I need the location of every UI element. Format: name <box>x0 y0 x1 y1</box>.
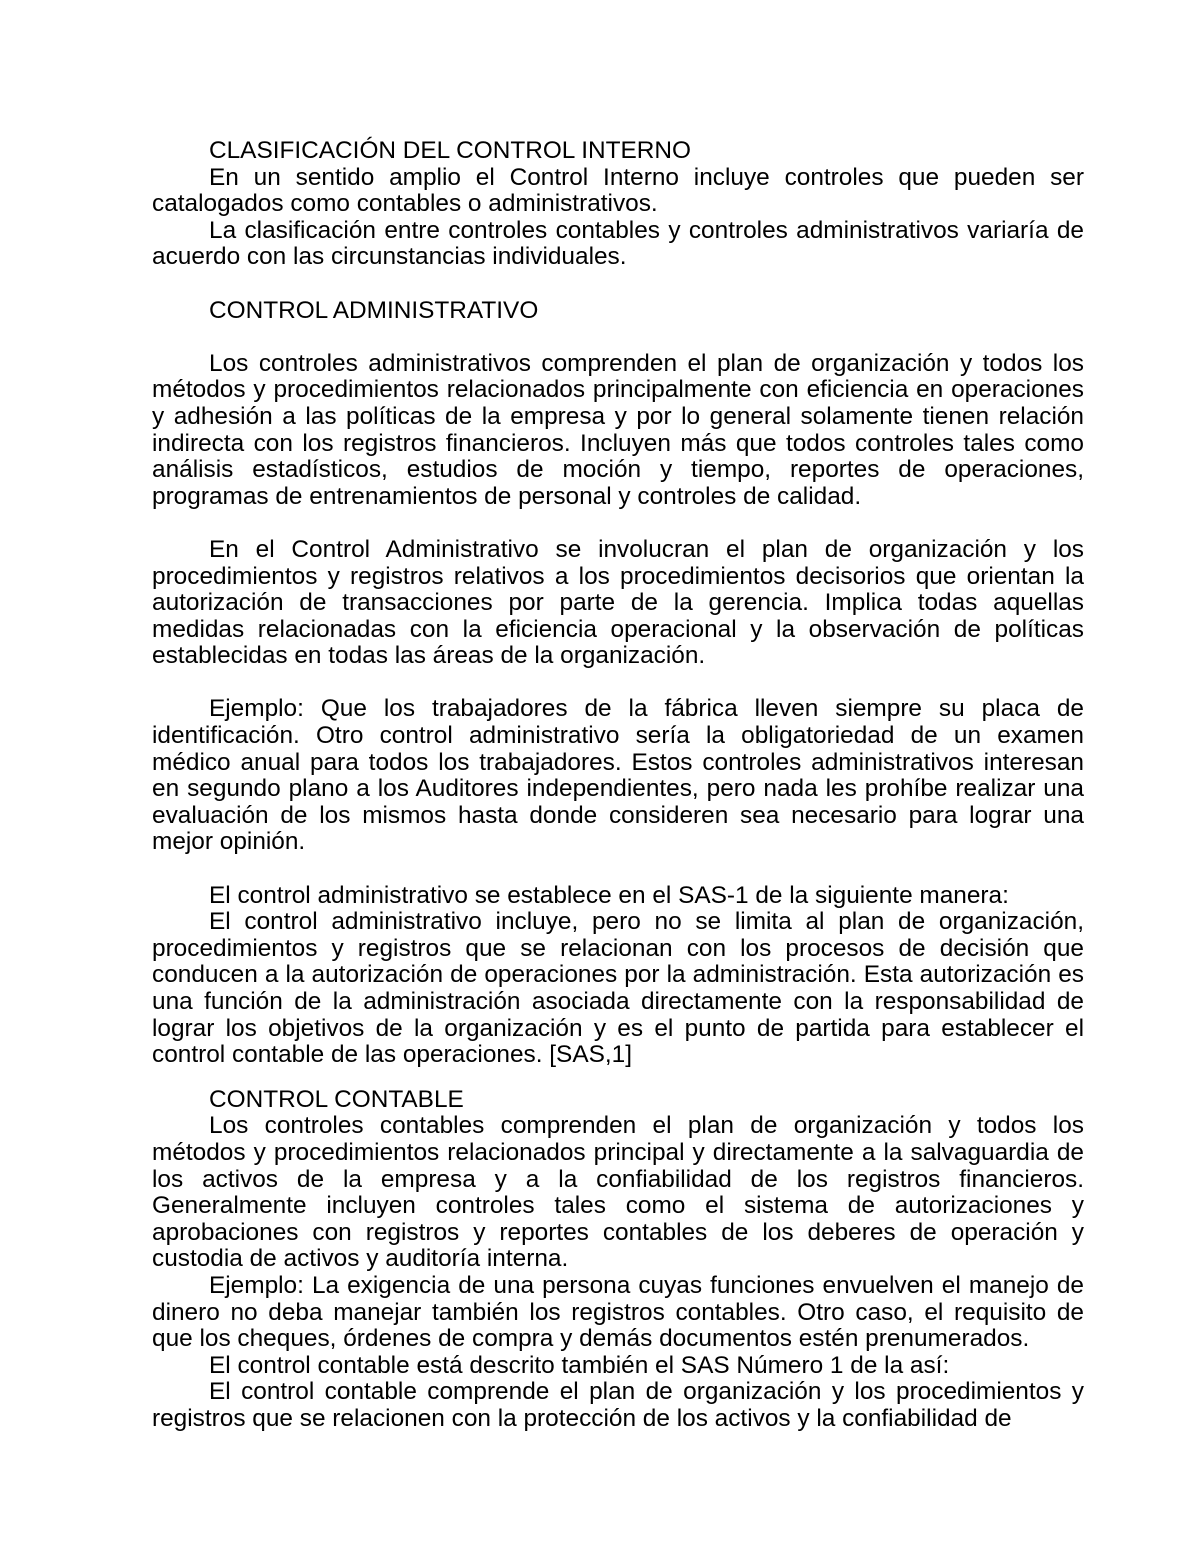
heading-control-contable: CONTROL CONTABLE <box>209 1085 464 1113</box>
paragraph-admin-2: En el Control Administrativo se involucran el plan de organización y los procedimientos y registros relativos a los procedimientos decisorios que orientan la autorización de transacciones por parte de la gerencia. Implica todas aquellas medidas relacionadas con la eficiencia operacional y la observación de políticas establecidas en todas las áreas de la organización. <box>152 535 1084 670</box>
heading-clasificacion: CLASIFICACIÓN DEL CONTROL INTERNO <box>209 137 692 164</box>
paragraph-contable-example: Ejemplo: La exigencia de una persona cuyas funciones envuelven el manejo de dinero no deba manejar también los registros contables. Otro caso, el requisito de que los cheques, órdenes de compra y demás documentos estén prenumerados. <box>152 1271 1084 1353</box>
paragraph-admin-sas-quote: El control administrativo incluye, pero no se limita al plan de organización, procedimientos y registros que se relacionan con los procesos de decisión que conducen a la autorización de operaciones por la administración. Esta autorización es una función de la administración asociada directamente con la responsabilidad de lograr los objetivos de la organización y es el punto de partida para establecer el control contable de las operaciones. [SAS,1] <box>152 908 1084 1069</box>
paragraph-contable-sas-quote: El control contable comprende el plan de organización y los procedimientos y registros que se relacionen con la protección de los activos y la confiabilidad de <box>152 1378 1084 1432</box>
spacer <box>152 510 1084 537</box>
paragraph-contable-sas-intro: El control contable está descrito también el SAS Número 1 de la así: <box>209 1351 950 1379</box>
spacer <box>152 1069 1084 1087</box>
paragraph-intro-1: En un sentido amplio el Control Interno incluye controles que pueden ser catalogados como contables o administrativos. <box>152 163 1084 218</box>
paragraph-intro-2: La clasificación entre controles contables y controles administrativos variaría de acuerdo con las circunstancias individuales. <box>152 216 1084 271</box>
spacer <box>152 324 1084 351</box>
document-page <box>152 138 1084 1433</box>
paragraph-admin-sas-intro: El control administrativo se establece en el SAS-1 de la siguiente manera: <box>209 881 1009 909</box>
spacer <box>152 670 1084 697</box>
paragraph-admin-example: Ejemplo: Que los trabajadores de la fábrica lleven siempre su placa de identificación. Otro control administrativo sería la obligatoriedad de un examen médico anual para todos los trabajadores. Estos controles administrativos interesan en segundo plano a los Auditores independientes, pero nada les prohíbe realizar una evaluación de los mismos hasta donde consideren sea necesario para lograr una mejor opinión. <box>152 695 1084 856</box>
paragraph-admin-1: Los controles administrativos comprenden el plan de organización y todos los métodos y procedimientos relacionados principalmente con eficiencia en operaciones y adhesión a las políticas de la empresa y por lo general solamente tienen relación indirecta con los registros financieros. Incluyen más que todos controles tales como análisis estadísticos, estudios de moción y tiempo, reportes de operaciones, programas de entrenamientos de personal y controles de calidad. <box>152 349 1084 510</box>
spacer <box>152 271 1084 298</box>
spacer <box>152 856 1084 883</box>
heading-control-administrativo: CONTROL ADMINISTRATIVO <box>209 296 539 324</box>
paragraph-contable-1: Los controles contables comprenden el plan de organización y todos los métodos y procedimientos relacionados principal y directamente a la salvaguardia de los activos de la empresa y a la confiabilidad de los registros financieros. Generalmente incluyen controles tales como el sistema de autorizaciones y aprobaciones con registros y reportes contables de los deberes de operación y custodia de activos y auditoría interna. <box>152 1112 1084 1273</box>
